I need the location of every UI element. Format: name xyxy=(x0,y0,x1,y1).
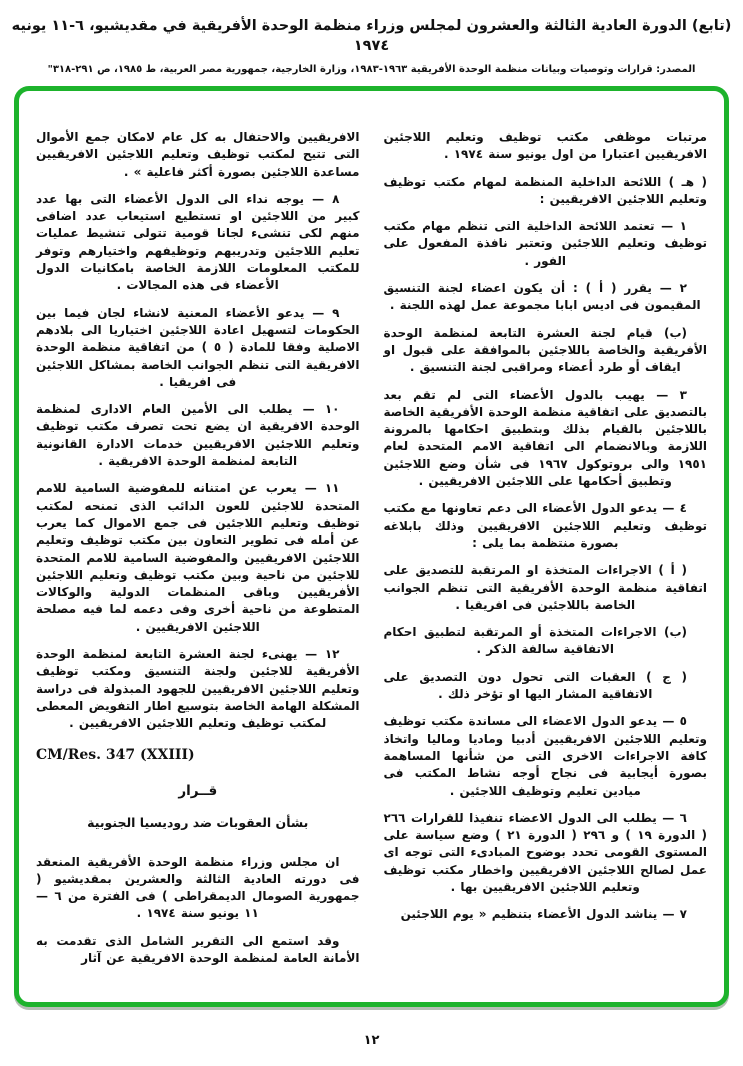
paragraph: ١١ — يعرب عن امتنانه للمفوضية السامية للامم المتحدة للاجئين للعون الدائب الذى تمنحه لمكتب توظيف وتعليم اللاجئين فى جمع الاموال كما يعرب عن أمله فى تطوير التعاون بين مكتب توظيف وتعليم اللاجئين الافريقيين والمفوضية السامية للامم المتحدة للاجئين من ناحية وبين مكتب توظيف وتعليم اللاجئين الأفريقيين وباقى المنظمات الدولية والوكالات المتطوعة من ناحية أخرى وفى دعمه لما فيه مصلحة اللاجئين الافريقيين . xyxy=(36,481,360,634)
resolution-body xyxy=(36,854,360,968)
paragraph: (ب) الاجراءات المتخذة أو المرتقبة لتطبيق احكام الاتفاقية سالفة الذكر . xyxy=(383,625,687,657)
paragraph: ١ — تعتمد اللائحة الداخلية التى تنظم مهام مكتب توظيف وتعليم اللاجئين وتعتبر نافذة المفعول على الفور . xyxy=(383,219,707,268)
paragraph: ٢ — يقرر ( أ ) : أن يكون اعضاء لجنة التنسيق المقيمون فى اديس ابابا مجموعة عمل لهذه اللجنة . xyxy=(383,281,701,313)
resolution-title: قــرار xyxy=(178,782,218,799)
content-border-box xyxy=(14,86,729,1007)
paragraph: ٥ — يدعو الدول الاعضاء الى مساندة مكتب توظيف وتعليم اللاجئين الافريقيين أدبيا وماديا وماليا واتخاذ كافة الاجراءات الاخرى التى من شأنها المساهمة بصورة أيجابية فى نجاح أوجه نشاط المكتب فى ميادين تعليم وتوظيف اللاجئين . xyxy=(383,714,707,798)
paragraph: ان مجلس وزراء منظمة الوحدة الأفريقية المنعقد فى دورته العادية الثالثة والعشرين بمقديشيو ( جمهورية الصومال الديمقراطى ) فى الفترة من ٦ — ١١ يونيو سنة ١٩٧٤ . xyxy=(36,854,360,921)
column-left xyxy=(36,129,360,1002)
resolution-subtitle: بشأن العقوبات ضد روديسيا الجنوبية xyxy=(87,814,309,830)
paragraph: ٦ — يطلب الى الدول الاعضاء تنفيذا للقرارات ٢٦٦ ( الدورة ١٩ ) و ٢٩٦ ( الدورة ٢١ ) وضع سياسة على المستوى القومى تحدد بوضوح المبادىء التى توجه اى عمل لصالح اللاجئين الافريقيين واخطار مكتب توظيف وتعليم اللاجئين الافريقيين بها . xyxy=(383,810,707,894)
section-heading: ( هـ ) اللائحة الداخلية المنظمة لمهام مكتب توظيف وتعليم اللاجئين الافريقيين : xyxy=(383,174,707,206)
page-number: ١٢ xyxy=(363,1033,380,1048)
paragraph: ٧ — يناشد الدول الأعضاء بتنظيم « يوم اللاجئين xyxy=(400,907,687,922)
paragraph: الافريقيين والاحتفال به كل عام لامكان جمع الأموال التى تتيح لمكتب توظيف وتعليم اللاجئين الافريقيين مساعدة اللاجئين بصورة أكثر فاعلية » . xyxy=(36,130,360,179)
paragraph: ٨ — يوجه نداء الى الدول الأعضاء التى بها عدد كبير من اللاجئين او تستطيع استيعاب عدد اضافى منهم لكى تنشىء لجانا قومية تتولى تنشيط عمليات تعليم اللاجئين وتدريبهم وتوظيفهم واختيارهم وتوفر للمكتب المعلومات اللازمة الخاصة بامكانيات الدول الأعضاء فى هذه المجالات . xyxy=(36,191,360,293)
paragraph: ١٢ — يهنىء لجنة العشرة التابعة لمنظمة الوحدة الأفريقية للاجئين ولجنة التنسيق ومكتب توظيف وتعليم اللاجئين الافريقيين للجهود المبذولة فى دراسة المشكلة الهامة الخاصة بتوسيع اطار التفويض المعطى لمكتب توظيف وتعليم اللاجئين الافريقيين . xyxy=(36,647,360,731)
paragraph: (ب) قيام لجنة العشرة التابعة لمنظمة الوحدة الأفريقية والخاصة باللاجئين بالموافقة على قبول او ايقاف أو طرد أعضاء ومراقبى لجنة التنسيق . xyxy=(383,325,707,375)
paragraph: ٩ — يدعو الأعضاء المعنية لانشاء لجان فيما بين الحكومات لتسهيل اعادة اللاجئين اختياريا الى بلادهم الاصلية وفقا للمادة ( ٥ ) من اتفاقية منظمة الوحدة الافريقية التى تنظم الجوانب الخاصة بمشاكل اللاجئين فى افريقيا . xyxy=(36,305,360,389)
paragraph: ٤ — يدعو الدول الأعضاء الى دعم تعاونها مع مكتب توظيف وتعليم اللاجئين الافريقيين وذلك بابلاغه بصورة منتظمة بما يلى : xyxy=(383,501,707,550)
paragraph: ١٠ — يطلب الى الأمين العام الادارى لمنظمة الوحدة الافريقية ان يضع تحت تصرف مكتب توظيف وتعليم اللاجئين الافريقيين خدمات الادارة القانونية التابعة لمنظمة الوحدة الافريقية . xyxy=(36,402,360,469)
column-right xyxy=(384,129,708,1002)
paragraph: وقد استمع الى التقرير الشامل الذى تقدمت به الأمانة العامة لمنظمة الوحدة الافريقية عن آثار xyxy=(36,933,360,965)
paragraph: ( ج ) العقبات التى تحول دون التصديق على الاتفاقية المشار اليها او تؤخر ذلك . xyxy=(383,669,687,702)
two-column-layout xyxy=(19,91,724,1002)
page-header xyxy=(10,16,733,75)
header-source-line: المصدر: قرارات وتوصيات وبيانات منظمة الوحدة الأفريقية ١٩٦٣-١٩٨٣، وزارة الخارجية، جمهورية مصر العربية، ط ١٩٨٥، ص ٢٩١-٣١٨" xyxy=(47,63,696,75)
paragraph: مرتبات موظفى مكتب توظيف وتعليم اللاجئين الافريقيين اعتبارا من اول يونيو سنة ١٩٧٤ . xyxy=(383,130,707,162)
paragraph: ( أ ) الاجراءات المتخذة او المرتقبة للتصديق على اتفاقية منظمة الوحدة الأفريقية التى تنظم الجوانب الخاصة باللاجئين فى افريقيا . xyxy=(383,563,707,612)
resolution-reference: CM/Res. 347 (XXIII) xyxy=(36,746,195,763)
paragraph: ٣ — يهيب بالدول الأعضاء التى لم تقم بعد بالتصديق على اتفاقية منظمة الوحدة الأفريقية الخاصة باللاجئين بالقيام بذلك وبتطبيق احكامها بالمرونة اللازمة وبالانضمام الى اتفاقية الامم المتحدة لعام ١٩٥١ والى بروتوكول ١٩٦٧ فى شأن وضع اللاجئين وتطبيق أحكامها على اللاجئين الافريقيين . xyxy=(383,387,707,489)
header-session-line: (تابع) الدورة العادية الثالثة والعشرون لمجلس وزراء منظمة الوحدة الأفريقية في مقديشيو، ٦-١١ يونيه ١٩٧٤ xyxy=(11,18,732,55)
